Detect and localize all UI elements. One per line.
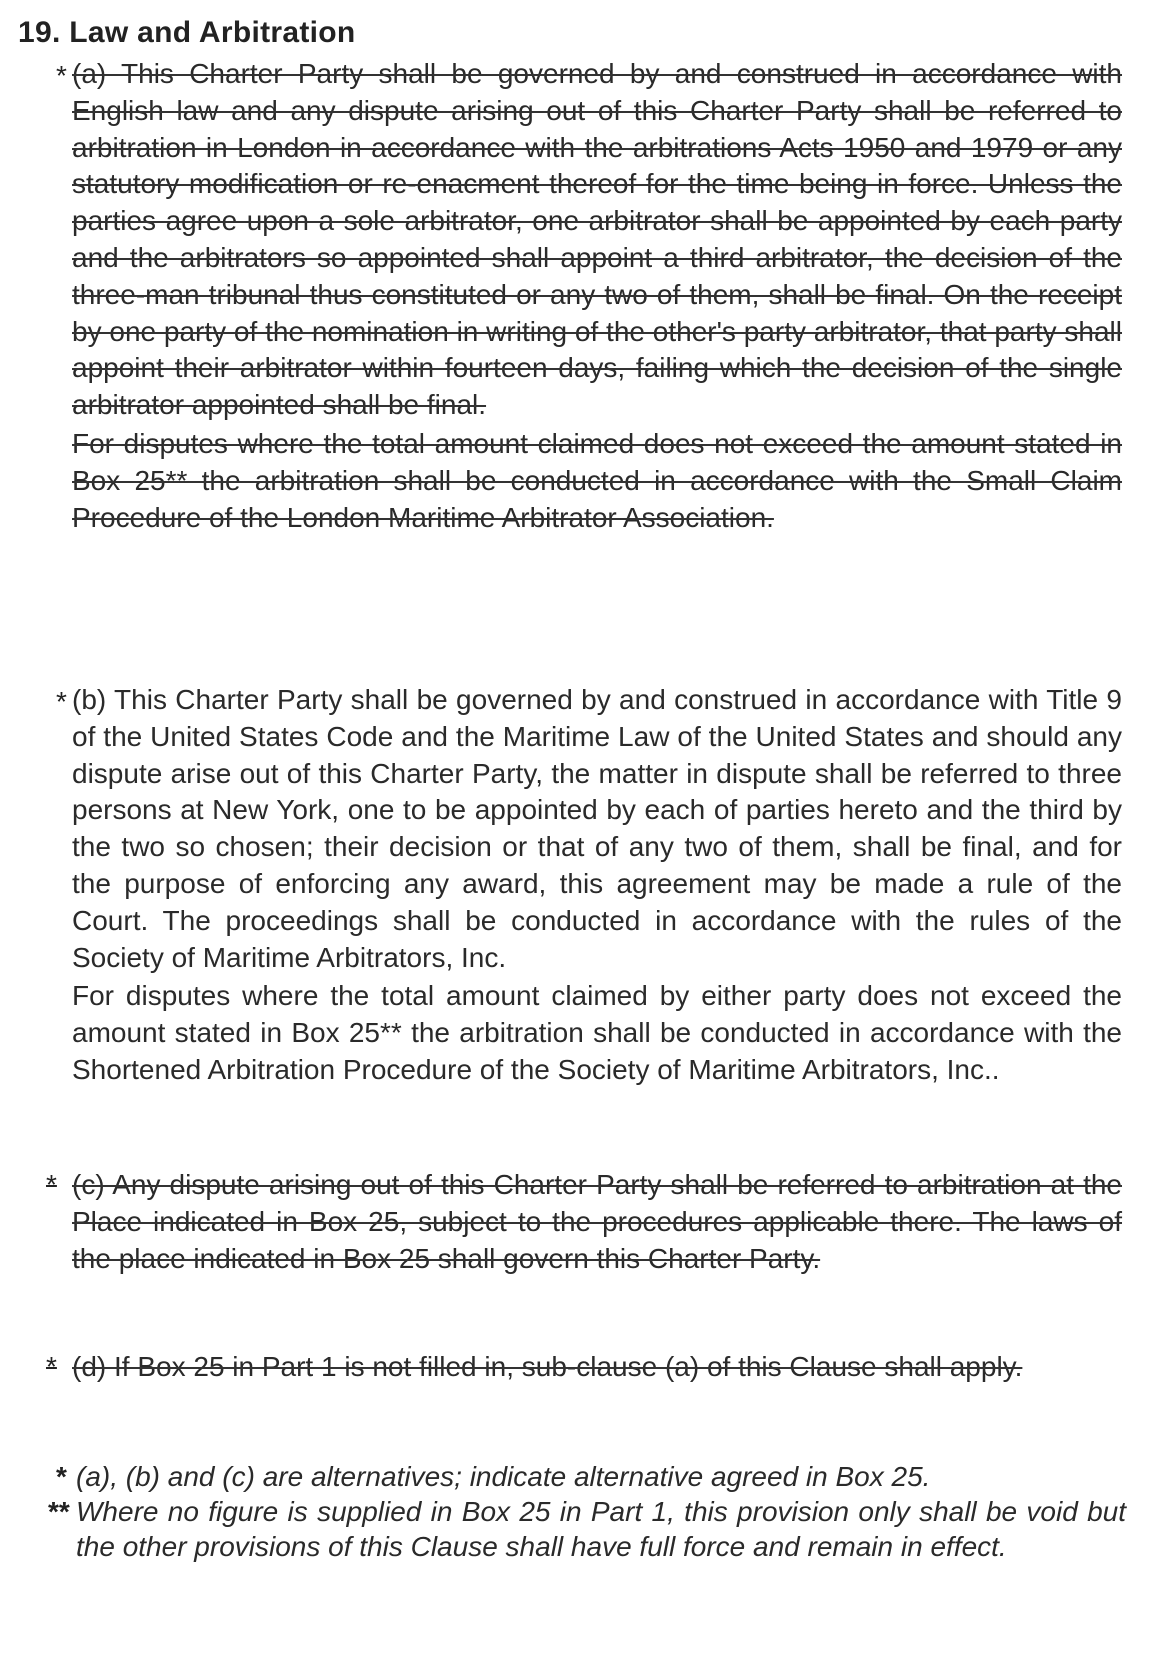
footnote-2: Where no figure is supplied in Box 25 in Part 1, this provision only shall be void but the other provisions of this Clause shall have full force and remain in effect. [76, 1496, 1126, 1562]
clause-a-paragraph-1: (a) This Charter Party shall be governed by and construed in accordance with English law and any dispute arising out of this Charter Party shall be referred to arbitration in London in accordance with the arbitrations Acts 1950 and 1979 or any statutory modification or re-enacment thereof for the time being in force. Unless the parties agree upon a sole arbitrator, one arbitrator shall be appointed by each party and the arbitrators so appointed shall appoint a third arbitrator, the decision of the three-man tribunal thus constituted or any two of them, shall be final. On the receipt by one party of the nomination in writing of the other's party arbitrator, that party shall appoint their arbitrator within fourteen days, failing which the decision of the single arbitrator appointed shall be final. [72, 58, 1122, 421]
clause-a-struck [72, 56, 1122, 536]
clause-b-paragraph-2: For disputes where the total amount claimed by either party does not exceed the amount stated in Box 25** the arbitration shall be conducted in accordance with the Shortened Arbitration Procedure of the Society of Maritime Arbitrators, Inc.. [72, 980, 1122, 1085]
clause-a-asterisk: * [56, 60, 67, 91]
footnote-2-marker: ** [48, 1496, 70, 1527]
clause-a-paragraph-2: For disputes where the total amount claimed does not exceed the amount stated in Box 25** the arbitration shall be conducted in accordance with the Small Claim Procedure of the London Maritime Arbitrator Association. [72, 427, 1122, 533]
clause-b-paragraph-1: (b) This Charter Party shall be governed by and construed in accordance with Title 9 of the United States Code and the Maritime Law of the United States and should any dispute arise out of this Charter Party, the matter in dispute shall be referred to three persons at New York, one to be appointed by each of parties hereto and the third by the two so chosen; their decision or that of any two of them, shall be final, and for the purpose of enforcing any award, this agreement may be made a rule of the Court. The proceedings shall be conducted in accordance with the rules of the Society of Maritime Arbitrators, Inc. [72, 684, 1122, 973]
clause-d-struck [72, 1349, 1122, 1386]
footnote-1-marker: * [56, 1461, 67, 1492]
clause-d-asterisk: * [46, 1351, 57, 1382]
clause-heading: 19. Law and Arbitration [18, 16, 356, 49]
clause-b-asterisk: * [56, 686, 67, 717]
footnote-1: (a), (b) and (c) are alternatives; indicate alternative agreed in Box 25. [76, 1461, 931, 1492]
clause-c-struck [72, 1167, 1122, 1277]
clause-c-asterisk: * [46, 1169, 57, 1200]
clause-c-paragraph-1: (c) Any dispute arising out of this Charter Party shall be referred to arbitration at the Place indicated in Box 25, subject to the procedures applicable there. The laws of the place indicated in Box 25 shall govern this Charter Party. [72, 1169, 1122, 1274]
clause-d-paragraph-1: (d) If Box 25 in Part 1 is not filled in, sub-clause (a) of this Clause shall apply. [72, 1351, 1023, 1382]
clause-b [72, 682, 1122, 1089]
